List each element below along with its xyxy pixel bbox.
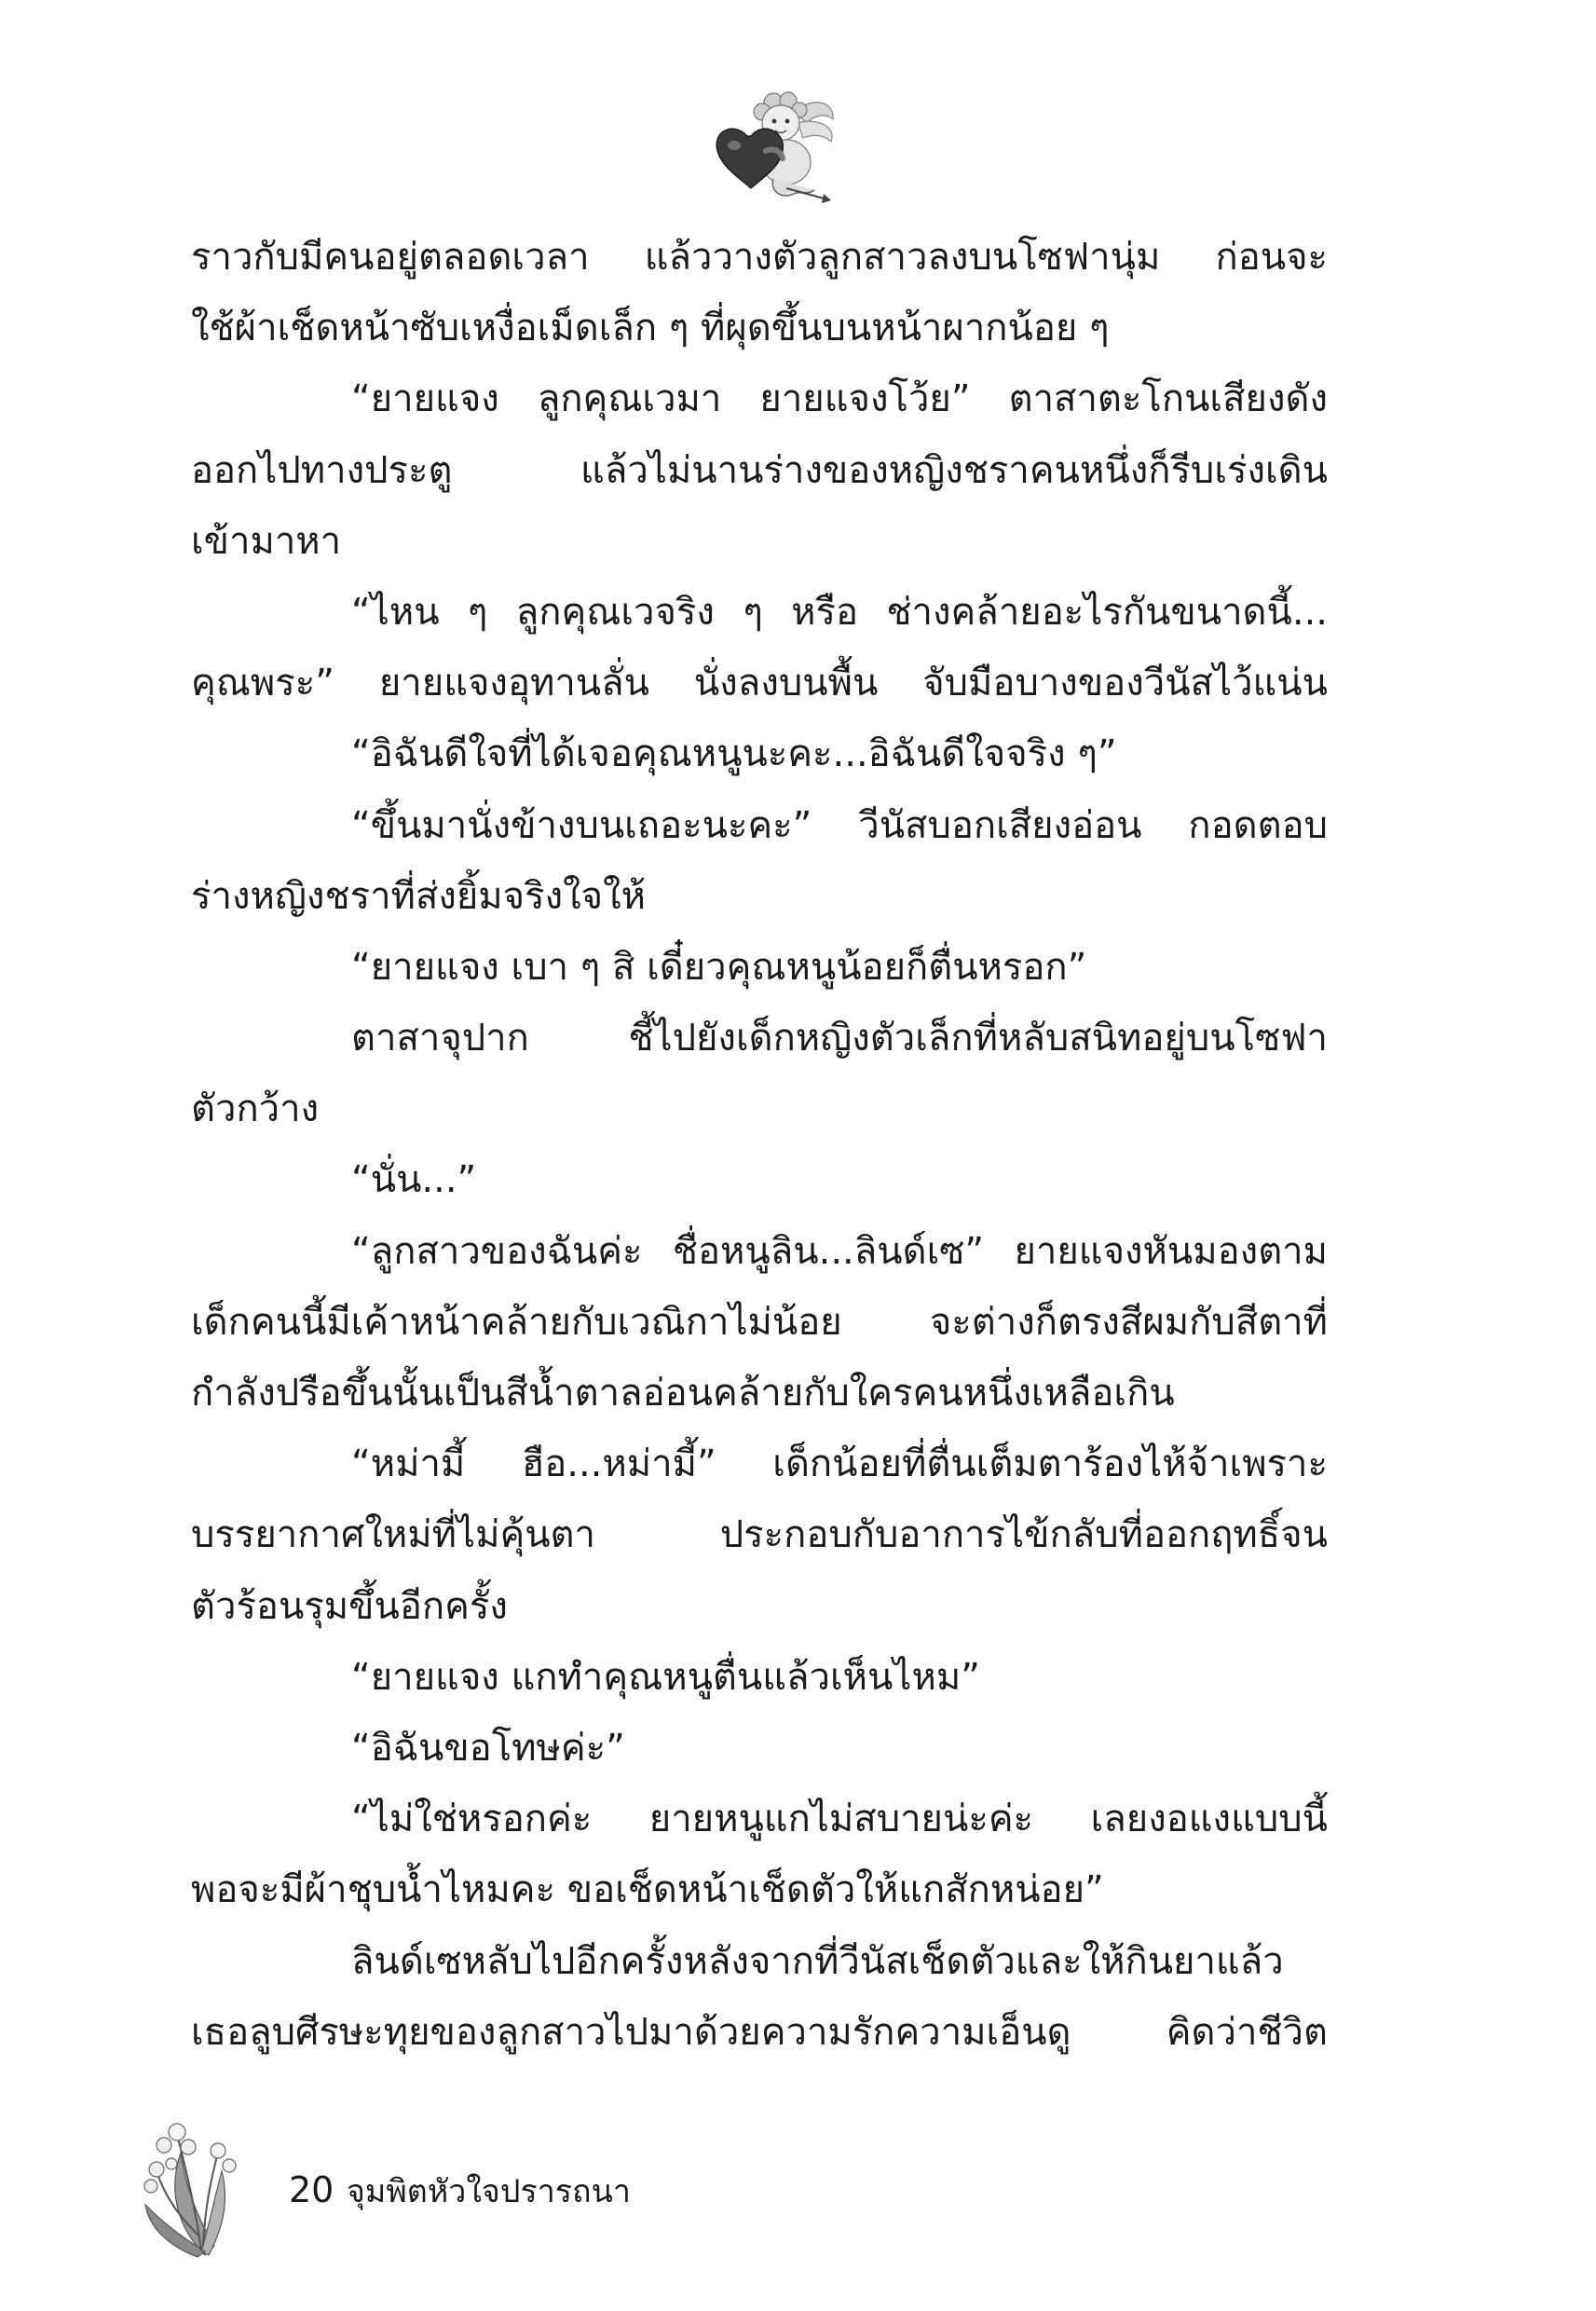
text-line: “หม่ามี้ ฮือ...หม่ามี้” เด็กน้อยที่ตื่นเต็มตาร้องไห้จ้าเพราะ: [351, 1443, 1328, 1486]
text-line: ใช้ผ้าเช็ดหน้าซับเหงื่อเม็ดเล็ก ๆ ที่ผุดขึ้นบนหน้าผากน้อย ๆ: [191, 307, 1110, 350]
cupid-heart-icon: [704, 86, 844, 207]
text-line: ออกไปทางประตู แล้วไม่นานร่างของหญิงชราคนหนึ่งก็รีบเร่งเดิน: [191, 448, 1328, 492]
body-text: [191, 222, 1328, 2068]
text-line: เข้ามาหา: [191, 519, 342, 563]
lily-flower-icon: [140, 2115, 252, 2264]
text-line: พอจะมีผ้าชุบน้ำไหมคะ ขอเช็ดหน้าเช็ดตัวให้แกสักหน่อย”: [191, 1868, 1104, 1912]
text-line: ร่างหญิงชราที่ส่งยิ้มจริงใจให้: [191, 874, 646, 918]
text-line: ลินด์เซหลับไปอีกครั้งหลังจากที่วีนัสเช็ดตัวและให้กินยาแล้ว: [351, 1939, 1284, 1983]
text-line: ตัวร้อนรุมขึ้นอีกครั้ง: [191, 1584, 508, 1628]
text-line: “อิฉันขอโทษค่ะ”: [351, 1726, 625, 1770]
text-line: “ขึ้นมานั่งข้างบนเถอะนะคะ” วีนัสบอกเสียงอ่อน กอดตอบ: [351, 803, 1328, 847]
text-line: “ไม่ใช่หรอกค่ะ ยายหนูแกไม่สบายน่ะค่ะ เลยงอแงแบบนี้: [351, 1798, 1328, 1841]
text-line: บรรยากาศใหม่ที่ไม่คุ้นตา ประกอบกับอาการไข้กลับที่ออกฤทธิ์จน: [191, 1513, 1328, 1557]
text-line: เธอลูบศีรษะทุยของลูกสาวไปมาด้วยความรักความเอ็นดู คิดว่าชีวิต: [191, 2010, 1328, 2054]
text-line: “ยายแจง เบา ๆ สิ เดี๋ยวคุณหนูน้อยก็ตื่นหรอก”: [351, 945, 1087, 989]
text-line: ตาสาจุปาก ชี้ไปยังเด็กหญิงตัวเล็กที่หลับสนิทอยู่บนโซฟา: [351, 1017, 1328, 1060]
page-footer: [140, 2115, 792, 2264]
text-line: คุณพระ” ยายแจงอุทานลั่น นั่งลงบนพื้น จับมือบางของวีนัสไว้แน่น: [191, 662, 1328, 705]
text-line: “ลูกสาวของฉันค่ะ ชื่อหนูลิน...ลินด์เซ” ยายแจงหันมองตาม: [351, 1229, 1328, 1273]
text-line: “ยายแจง แกทำคุณหนูตื่นแล้วเห็นไหม”: [351, 1655, 980, 1699]
book-title: จุมพิตหัวใจปรารถนา: [347, 2173, 631, 2210]
text-line: เด็กคนนี้มีเค้าหน้าคล้ายกับเวณิกาไม่น้อย จะต่างก็ตรงสีผมกับสีตาที่: [191, 1300, 1328, 1344]
page-number: 20: [289, 2169, 334, 2210]
text-line: “อิฉันดีใจที่ได้เจอคุณหนูนะคะ...อิฉันดีใจจริง ๆ”: [351, 732, 1117, 776]
text-line: “นั่น...”: [351, 1158, 477, 1202]
text-line: “ไหน ๆ ลูกคุณเวจริง ๆ หรือ ช่างคล้ายอะไรกันขนาดนี้...: [351, 590, 1328, 634]
text-line: ตัวกว้าง: [191, 1087, 320, 1131]
text-line: กำลังปรือขึ้นนั้นเป็นสีน้ำตาลอ่อนคล้ายกับใครคนหนึ่งเหลือเกิน: [191, 1372, 1175, 1415]
text-line: ราวกับมีคนอยู่ตลอดเวลา แล้ววางตัวลูกสาวลงบนโซฟานุ่ม ก่อนจะ: [191, 236, 1328, 279]
text-line: “ยายแจง ลูกคุณเวมา ยายแจงโว้ย” ตาสาตะโกนเสียงดัง: [351, 377, 1328, 421]
